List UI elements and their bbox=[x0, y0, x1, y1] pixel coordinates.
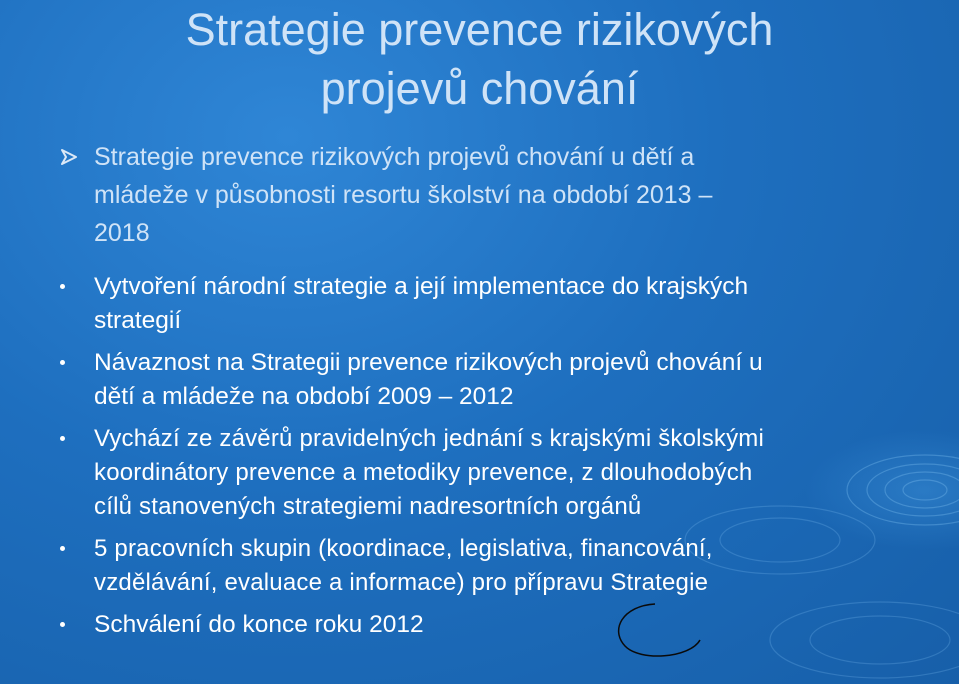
bullet-line: 2018 bbox=[94, 219, 150, 247]
bullet-line: koordinátory prevence a metodiky prevence, z dlouhodobých bbox=[94, 459, 753, 486]
bullet-line: vzdělávání, evaluace a informace) pro přípravu Strategie bbox=[94, 569, 709, 596]
slide-title-line-1: Strategie prevence rizikových bbox=[185, 4, 774, 55]
bullet-line: mládeže v působnosti resortu školství na období 2013 – bbox=[94, 181, 713, 209]
dot-bullet-icon bbox=[60, 360, 65, 365]
dot-bullet-icon bbox=[60, 436, 65, 441]
dot-bullet-icon bbox=[60, 546, 65, 551]
bullet-line: Návaznost na Strategii prevence rizikových projevů chování u bbox=[94, 349, 763, 376]
list-item bbox=[58, 270, 928, 338]
dot-bullet-icon bbox=[60, 284, 65, 289]
bullet-line: strategií bbox=[94, 307, 182, 334]
bullet-line: Vytvoření národní strategie a její implementace do krajských bbox=[94, 273, 749, 300]
bullet-line: Strategie prevence rizikových projevů chování u dětí a bbox=[94, 143, 695, 171]
list-item bbox=[58, 346, 928, 414]
list-item bbox=[58, 532, 928, 600]
bullet-line: 5 pracovních skupin (koordinace, legislativa, financování, bbox=[94, 535, 713, 562]
slide-title bbox=[0, 0, 959, 118]
list-item bbox=[58, 422, 928, 524]
bullet-list bbox=[58, 138, 928, 650]
bullet-line: cílů stanovených strategiemi nadresortních orgánů bbox=[94, 493, 642, 520]
bullet-line: dětí a mládeže na období 2009 – 2012 bbox=[94, 383, 514, 410]
dot-bullet-icon bbox=[60, 622, 65, 627]
slide-title-line-2: projevů chování bbox=[320, 63, 639, 114]
list-item-lead bbox=[58, 138, 928, 252]
bullet-line: Schválení do konce roku 2012 bbox=[94, 611, 424, 638]
bullet-line: Vychází ze závěrů pravidelných jednání s krajskými školskými bbox=[94, 425, 765, 452]
list-item bbox=[58, 608, 928, 642]
arrow-bullet-icon bbox=[60, 147, 80, 167]
